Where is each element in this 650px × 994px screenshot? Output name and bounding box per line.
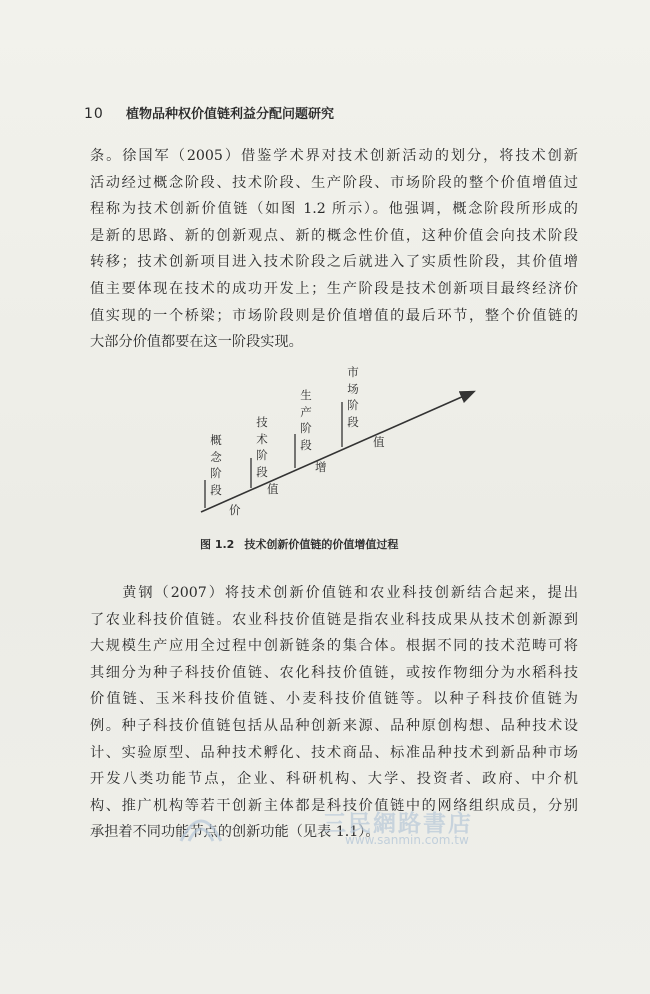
text-line: 活动经过概念阶段、技术阶段、生产阶段、市场阶段的整个价值增值过	[90, 174, 578, 191]
text-line: 转移；技术创新项目进入技术阶段之后就进入了实质性阶段，其价值增	[90, 254, 578, 271]
text-line: 值主要体现在技术的成功开发上；生产阶段是技术创新项目最终经济价	[90, 280, 578, 297]
page-header	[84, 103, 584, 125]
text-line: 了农业科技价值链。农业科技价值链是指农业科技成果从技术创新源到	[90, 611, 578, 628]
text-line: 程称为技术创新价值链（如图 1.2 所示）。他强调，概念阶段所形成的	[90, 201, 578, 218]
staircase-graphic	[195, 362, 485, 522]
text-line: 开发八类功能节点，企业、科研机构、大学、投资者、政府、中介机	[90, 771, 578, 788]
stage-label-concept: 概念阶段	[210, 433, 222, 497]
stage-label-production: 生产阶段	[300, 388, 312, 452]
text-line: 条。徐国军（2005）借鉴学术界对技术创新活动的划分，将技术创新	[90, 148, 578, 164]
text-line: 大部分价值都要在这一阶段实现。	[90, 334, 303, 351]
text-line: 承担着不同功能节点的创新功能（见表 1.1）。	[90, 824, 380, 841]
text-line: 其细分为种子科技价值链、农化科技价值链，或按作物细分为水稻科技	[90, 664, 578, 681]
watermark-name: 三民網路書店	[323, 811, 473, 837]
text-line: 例。种子科技价值链包括从品种创新来源、品种原创构想、品种技术设	[90, 717, 578, 734]
stage-label-market: 市场阶段	[347, 365, 359, 429]
text-line: 是新的思路、新的创新观点、新的概念性价值，这种价值会向技术阶段	[90, 227, 578, 244]
axis-char: 值	[373, 435, 385, 449]
value-chain-diagram	[195, 362, 485, 522]
axis-char: 值	[267, 482, 279, 496]
stage-label-technology: 技术阶段	[256, 415, 268, 479]
bookstore-logo-icon	[177, 807, 225, 847]
text-line: 值实现的一个桥梁；市场阶段则是价值增值的最后环节，整个价值链的	[90, 307, 578, 324]
figure-number: 图 1.2	[200, 538, 235, 551]
text-line: 构、推广机构等若干创新主体都是科技价值链中的网络组织成员，分别	[90, 797, 578, 814]
watermark-url: www.sanmin.com.tw	[345, 833, 469, 847]
figure-caption	[200, 536, 480, 552]
page-number: 10	[84, 106, 104, 122]
figure-caption-text: 技术创新价值链的价值增值过程	[244, 538, 399, 551]
text-line: 黄钢（2007）将技术创新价值链和农业科技创新结合起来，提出	[90, 585, 578, 601]
axis-char: 增	[315, 460, 327, 474]
paragraph-1	[90, 143, 578, 356]
watermark	[205, 805, 515, 853]
text-line: 计、实验原型、品种技术孵化、技术商品、标准品种技术到新品种市场	[90, 744, 578, 761]
text-line: 价值链、玉米科技价值链、小麦科技价值链等。以种子科技价值链为	[90, 691, 578, 708]
text-line: 大规模生产应用全过程中创新链条的集合体。根据不同的技术范畴可将	[90, 638, 578, 655]
axis-char: 价	[229, 503, 241, 517]
running-title: 植物品种权价值链利益分配问题研究	[125, 107, 334, 122]
growth-arrow	[201, 392, 473, 512]
